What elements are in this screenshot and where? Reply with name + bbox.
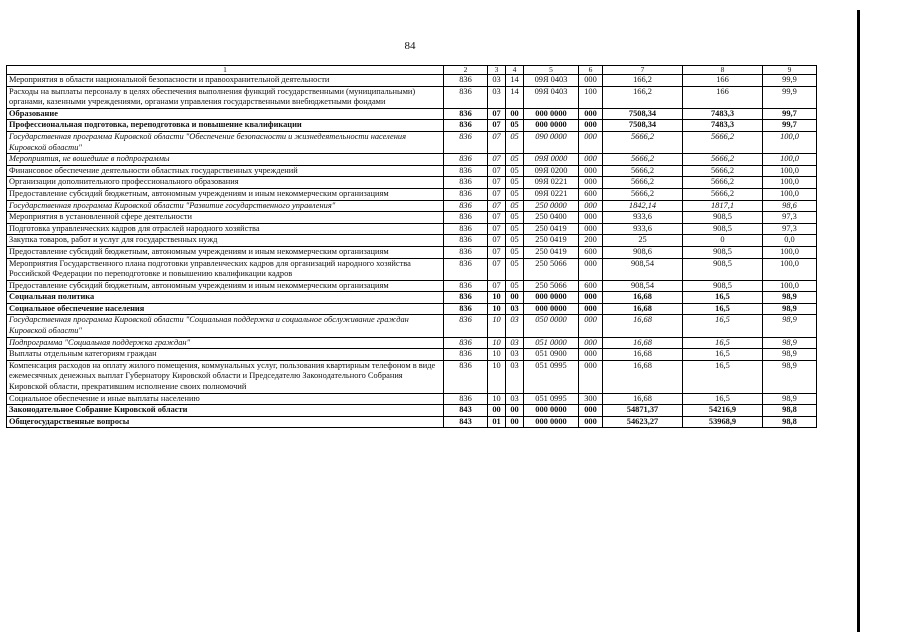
cell-ministry-code: 836 [444, 188, 488, 200]
cell-section-code: 07 [488, 165, 506, 177]
cell-percent: 97,3 [763, 223, 817, 235]
cell-section-code: 07 [488, 108, 506, 120]
table-row [7, 337, 817, 349]
cell-percent: 98,8 [763, 416, 817, 428]
cell-section-code: 07 [488, 223, 506, 235]
cell-expense-type: 000 [579, 108, 603, 120]
cell-executed: 16,5 [683, 292, 763, 304]
cell-executed: 16,5 [683, 349, 763, 361]
cell-section-code: 07 [488, 280, 506, 292]
cell-section-code: 07 [488, 177, 506, 189]
cell-section-code: 10 [488, 393, 506, 405]
cell-target-code: 051 0900 [524, 349, 579, 361]
table-row [7, 360, 817, 393]
cell-expense-type: 000 [579, 131, 603, 153]
cell-percent: 99,9 [763, 75, 817, 87]
table-row [7, 349, 817, 361]
cell-expense-type: 000 [579, 154, 603, 166]
cell-planned: 25 [603, 235, 683, 247]
cell-subsection-code: 05 [506, 188, 524, 200]
cell-ministry-code: 836 [444, 200, 488, 212]
cell-planned: 7508,34 [603, 120, 683, 132]
cell-expense-type: 000 [579, 315, 603, 337]
cell-target-code: 09Я 0221 [524, 188, 579, 200]
cell-ministry-code: 836 [444, 360, 488, 393]
cell-section-code: 10 [488, 337, 506, 349]
cell-planned: 54871,37 [603, 405, 683, 417]
cell-planned: 5666,2 [603, 131, 683, 153]
cell-expense-type: 000 [579, 360, 603, 393]
cell-target-code: 051 0995 [524, 360, 579, 393]
header-cell-executed: 8 [683, 66, 763, 75]
cell-planned: 5666,2 [603, 188, 683, 200]
table-row [7, 165, 817, 177]
cell-subsection-code: 05 [506, 246, 524, 258]
cell-subsection-code: 05 [506, 258, 524, 280]
header-cell-name: 1 [7, 66, 444, 75]
cell-target-code: 051 0000 [524, 337, 579, 349]
cell-target-code: 250 5066 [524, 280, 579, 292]
table-row [7, 393, 817, 405]
cell-name: Подпрограмма "Социальная поддержка граждан" [7, 337, 444, 349]
cell-expense-type: 600 [579, 188, 603, 200]
cell-subsection-code: 00 [506, 416, 524, 428]
cell-executed: 5666,2 [683, 131, 763, 153]
cell-subsection-code: 00 [506, 405, 524, 417]
cell-name: Мероприятия в установленной сфере деятельности [7, 212, 444, 224]
cell-percent: 97,3 [763, 212, 817, 224]
table-row [7, 86, 817, 108]
cell-expense-type: 000 [579, 223, 603, 235]
cell-section-code: 07 [488, 200, 506, 212]
cell-subsection-code: 05 [506, 212, 524, 224]
cell-expense-type: 000 [579, 75, 603, 87]
cell-planned: 16,68 [603, 360, 683, 393]
cell-planned: 908,54 [603, 258, 683, 280]
cell-executed: 908,5 [683, 280, 763, 292]
cell-target-code: 09Я 0221 [524, 177, 579, 189]
cell-name: Мероприятия Государственного плана подготовки управленческих кадров для организаций народного хозяйства Российской Федерации по переподготовке и повышению квалификации кадров [7, 258, 444, 280]
cell-name: Социальная политика [7, 292, 444, 304]
cell-percent: 98,9 [763, 303, 817, 315]
cell-planned: 908,6 [603, 246, 683, 258]
cell-section-code: 03 [488, 75, 506, 87]
cell-section-code: 03 [488, 86, 506, 108]
cell-percent: 100,0 [763, 246, 817, 258]
cell-section-code: 07 [488, 120, 506, 132]
cell-ministry-code: 836 [444, 303, 488, 315]
cell-target-code: 09Я 0403 [524, 86, 579, 108]
cell-ministry-code: 836 [444, 349, 488, 361]
table-row [7, 131, 817, 153]
table-row [7, 258, 817, 280]
cell-name: Расходы на выплаты персоналу в целях обеспечения выполнения функций государственными (муниципальными) органами, казенными учреждениями, органами управления государственными внебюджетными фондами [7, 86, 444, 108]
table-row [7, 200, 817, 212]
cell-percent: 98,8 [763, 405, 817, 417]
cell-subsection-code: 03 [506, 303, 524, 315]
cell-executed: 0 [683, 235, 763, 247]
cell-executed: 908,5 [683, 258, 763, 280]
cell-name: Финансовое обеспечение деятельности областных государственных учреждений [7, 165, 444, 177]
cell-executed: 1817,1 [683, 200, 763, 212]
cell-name: Компенсация расходов на оплату жилого помещения, коммунальных услуг, пользования квартирным телефоном в виде ежемесячных денежных выплат Губернатору Кировской области и Председателю Законодательного Собрания Кировской области, прекратившим исполнение своих полномочий [7, 360, 444, 393]
cell-expense-type: 200 [579, 235, 603, 247]
cell-percent: 98,9 [763, 315, 817, 337]
cell-planned: 16,68 [603, 349, 683, 361]
cell-name: Организации дополнительного профессионального образования [7, 177, 444, 189]
cell-expense-type: 000 [579, 337, 603, 349]
cell-subsection-code: 14 [506, 86, 524, 108]
cell-planned: 5666,2 [603, 165, 683, 177]
cell-ministry-code: 836 [444, 75, 488, 87]
cell-subsection-code: 05 [506, 131, 524, 153]
cell-subsection-code: 05 [506, 165, 524, 177]
cell-executed: 5666,2 [683, 188, 763, 200]
cell-executed: 5666,2 [683, 165, 763, 177]
header-row [7, 66, 817, 75]
cell-name: Общегосударственные вопросы [7, 416, 444, 428]
cell-ministry-code: 836 [444, 165, 488, 177]
cell-percent: 100,0 [763, 188, 817, 200]
cell-planned: 16,68 [603, 337, 683, 349]
header-cell-section-code: 3 [488, 66, 506, 75]
cell-executed: 16,5 [683, 360, 763, 393]
cell-executed: 5666,2 [683, 177, 763, 189]
table-row [7, 154, 817, 166]
cell-executed: 16,5 [683, 315, 763, 337]
cell-name: Мероприятия, не вошедшие в подпрограммы [7, 154, 444, 166]
cell-target-code: 250 0419 [524, 223, 579, 235]
table-row [7, 246, 817, 258]
cell-percent: 98,9 [763, 337, 817, 349]
table-row [7, 303, 817, 315]
cell-expense-type: 600 [579, 246, 603, 258]
table-row [7, 188, 817, 200]
cell-target-code: 000 0000 [524, 416, 579, 428]
cell-name: Образование [7, 108, 444, 120]
cell-subsection-code: 05 [506, 280, 524, 292]
cell-planned: 1842,14 [603, 200, 683, 212]
cell-name: Закупка товаров, работ и услуг для государственных нужд [7, 235, 444, 247]
cell-ministry-code: 836 [444, 393, 488, 405]
cell-subsection-code: 05 [506, 154, 524, 166]
cell-percent: 98,9 [763, 393, 817, 405]
cell-planned: 933,6 [603, 223, 683, 235]
cell-ministry-code: 836 [444, 223, 488, 235]
cell-executed: 54216,9 [683, 405, 763, 417]
cell-ministry-code: 836 [444, 131, 488, 153]
cell-planned: 54623,27 [603, 416, 683, 428]
cell-subsection-code: 05 [506, 200, 524, 212]
cell-expense-type: 000 [579, 120, 603, 132]
cell-executed: 16,5 [683, 303, 763, 315]
cell-ministry-code: 836 [444, 235, 488, 247]
cell-target-code: 250 0419 [524, 246, 579, 258]
cell-target-code: 000 0000 [524, 292, 579, 304]
cell-executed: 166 [683, 75, 763, 87]
budget-table [6, 65, 817, 428]
cell-expense-type: 000 [579, 212, 603, 224]
cell-target-code: 250 0400 [524, 212, 579, 224]
cell-expense-type: 600 [579, 280, 603, 292]
cell-section-code: 07 [488, 154, 506, 166]
cell-executed: 908,5 [683, 212, 763, 224]
cell-target-code: 090 0000 [524, 131, 579, 153]
cell-ministry-code: 836 [444, 120, 488, 132]
cell-subsection-code: 00 [506, 292, 524, 304]
cell-ministry-code: 836 [444, 108, 488, 120]
cell-target-code: 250 0000 [524, 200, 579, 212]
cell-section-code: 01 [488, 416, 506, 428]
cell-percent: 100,0 [763, 258, 817, 280]
cell-ministry-code: 836 [444, 212, 488, 224]
cell-planned: 16,68 [603, 393, 683, 405]
table-row [7, 120, 817, 132]
cell-target-code: 250 0419 [524, 235, 579, 247]
cell-planned: 908,54 [603, 280, 683, 292]
cell-percent: 100,0 [763, 165, 817, 177]
cell-percent: 99,7 [763, 108, 817, 120]
cell-ministry-code: 836 [444, 292, 488, 304]
cell-section-code: 07 [488, 131, 506, 153]
page-edge-rule [857, 10, 860, 632]
cell-ministry-code: 836 [444, 258, 488, 280]
cell-subsection-code: 03 [506, 315, 524, 337]
cell-ministry-code: 836 [444, 280, 488, 292]
cell-executed: 16,5 [683, 393, 763, 405]
cell-target-code: 000 0000 [524, 303, 579, 315]
cell-percent: 99,7 [763, 120, 817, 132]
cell-planned: 5666,2 [603, 177, 683, 189]
cell-planned: 166,2 [603, 75, 683, 87]
cell-planned: 933,6 [603, 212, 683, 224]
cell-target-code: 250 5066 [524, 258, 579, 280]
cell-subsection-code: 05 [506, 177, 524, 189]
cell-ministry-code: 836 [444, 154, 488, 166]
cell-executed: 16,5 [683, 337, 763, 349]
cell-subsection-code: 03 [506, 337, 524, 349]
table-row [7, 280, 817, 292]
header-cell-subsection-code: 4 [506, 66, 524, 75]
cell-target-code: 09Я 0200 [524, 165, 579, 177]
cell-name: Профессиональная подготовка, переподготовка и повышение квалификации [7, 120, 444, 132]
table-row [7, 108, 817, 120]
cell-planned: 16,68 [603, 315, 683, 337]
cell-name: Предоставление субсидий бюджетным, автономным учреждениям и иным некоммерческим организациям [7, 280, 444, 292]
header-cell-percent: 9 [763, 66, 817, 75]
cell-target-code: 09Я 0000 [524, 154, 579, 166]
cell-executed: 53968,9 [683, 416, 763, 428]
cell-subsection-code: 03 [506, 360, 524, 393]
cell-target-code: 051 0995 [524, 393, 579, 405]
cell-executed: 908,5 [683, 223, 763, 235]
cell-ministry-code: 836 [444, 86, 488, 108]
cell-subsection-code: 00 [506, 108, 524, 120]
cell-percent: 100,0 [763, 154, 817, 166]
cell-target-code: 09Я 0403 [524, 75, 579, 87]
cell-expense-type: 000 [579, 292, 603, 304]
table-body [7, 66, 817, 428]
cell-name: Предоставление субсидий бюджетным, автономным учреждениям и иным некоммерческим организациям [7, 246, 444, 258]
cell-name: Государственная программа Кировской области "Обеспечение безопасности и жизнедеятельности населения Кировской области" [7, 131, 444, 153]
cell-subsection-code: 03 [506, 349, 524, 361]
table-row [7, 212, 817, 224]
cell-expense-type: 000 [579, 258, 603, 280]
cell-section-code: 07 [488, 188, 506, 200]
cell-subsection-code: 14 [506, 75, 524, 87]
cell-executed: 7483,3 [683, 120, 763, 132]
cell-expense-type: 000 [579, 416, 603, 428]
header-cell-ministry-code: 2 [444, 66, 488, 75]
cell-name: Выплаты отдельным категориям граждан [7, 349, 444, 361]
cell-section-code: 07 [488, 258, 506, 280]
header-cell-planned: 7 [603, 66, 683, 75]
cell-name: Подготовка управленческих кадров для отраслей народного хозяйства [7, 223, 444, 235]
cell-name: Социальное обеспечение и иные выплаты населению [7, 393, 444, 405]
header-cell-target-code: 5 [524, 66, 579, 75]
cell-section-code: 07 [488, 235, 506, 247]
cell-executed: 5666,2 [683, 154, 763, 166]
page-number: 84 [404, 40, 416, 52]
cell-percent: 98,9 [763, 292, 817, 304]
table-row [7, 416, 817, 428]
cell-planned: 166,2 [603, 86, 683, 108]
table-row [7, 177, 817, 189]
cell-ministry-code: 836 [444, 246, 488, 258]
cell-target-code: 000 0000 [524, 108, 579, 120]
cell-name: Законодательное Собрание Кировской области [7, 405, 444, 417]
cell-name: Социальное обеспечение населения [7, 303, 444, 315]
cell-planned: 16,68 [603, 292, 683, 304]
cell-executed: 7483,3 [683, 108, 763, 120]
cell-section-code: 07 [488, 212, 506, 224]
header-cell-expense-type: 6 [579, 66, 603, 75]
cell-ministry-code: 836 [444, 177, 488, 189]
table-row [7, 405, 817, 417]
cell-ministry-code: 836 [444, 315, 488, 337]
cell-percent: 100,0 [763, 280, 817, 292]
table-row [7, 223, 817, 235]
table-row [7, 75, 817, 87]
cell-expense-type: 000 [579, 303, 603, 315]
cell-ministry-code: 843 [444, 405, 488, 417]
cell-section-code: 10 [488, 349, 506, 361]
cell-section-code: 00 [488, 405, 506, 417]
cell-expense-type: 000 [579, 177, 603, 189]
cell-percent: 98,6 [763, 200, 817, 212]
cell-ministry-code: 843 [444, 416, 488, 428]
cell-section-code: 10 [488, 315, 506, 337]
cell-target-code: 050 0000 [524, 315, 579, 337]
cell-executed: 166 [683, 86, 763, 108]
cell-section-code: 10 [488, 292, 506, 304]
cell-percent: 100,0 [763, 177, 817, 189]
cell-target-code: 000 0000 [524, 405, 579, 417]
cell-subsection-code: 05 [506, 223, 524, 235]
table-row [7, 292, 817, 304]
table-row [7, 235, 817, 247]
cell-name: Государственная программа Кировской области "Развитие государственного управления" [7, 200, 444, 212]
cell-subsection-code: 03 [506, 393, 524, 405]
cell-subsection-code: 05 [506, 235, 524, 247]
cell-percent: 100,0 [763, 131, 817, 153]
cell-percent: 98,9 [763, 360, 817, 393]
cell-section-code: 07 [488, 246, 506, 258]
cell-subsection-code: 05 [506, 120, 524, 132]
cell-name: Предоставление субсидий бюджетным, автономным учреждениям и иным некоммерческим организациям [7, 188, 444, 200]
cell-name: Государственная программа Кировской области "Социальная поддержка и социальное обслуживание граждан Кировской области" [7, 315, 444, 337]
cell-percent: 99,9 [763, 86, 817, 108]
cell-planned: 16,68 [603, 303, 683, 315]
cell-expense-type: 000 [579, 349, 603, 361]
cell-name: Мероприятия в области национальной безопасности и правоохранительной деятельности [7, 75, 444, 87]
cell-planned: 5666,2 [603, 154, 683, 166]
cell-section-code: 10 [488, 303, 506, 315]
cell-target-code: 000 0000 [524, 120, 579, 132]
cell-percent: 98,9 [763, 349, 817, 361]
cell-section-code: 10 [488, 360, 506, 393]
cell-ministry-code: 836 [444, 337, 488, 349]
table-row [7, 315, 817, 337]
cell-expense-type: 000 [579, 405, 603, 417]
cell-percent: 0,0 [763, 235, 817, 247]
cell-planned: 7508,34 [603, 108, 683, 120]
cell-expense-type: 100 [579, 86, 603, 108]
cell-expense-type: 000 [579, 200, 603, 212]
cell-expense-type: 300 [579, 393, 603, 405]
cell-expense-type: 000 [579, 165, 603, 177]
cell-executed: 908,5 [683, 246, 763, 258]
